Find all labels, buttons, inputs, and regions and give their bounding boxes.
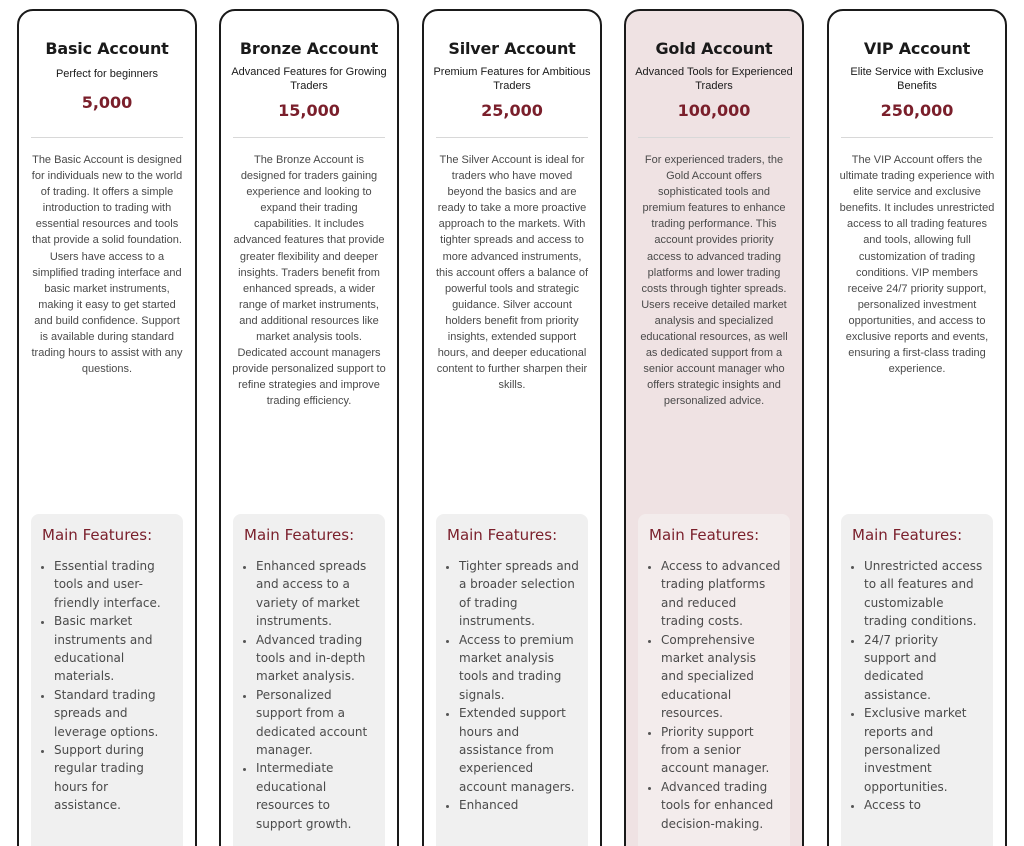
features-panel	[436, 514, 588, 846]
feature-item: • Unrestricted access to all features and customizable trading conditions.	[864, 557, 985, 631]
feature-item: • Comprehensive market analysis and specialized educational resources.	[661, 631, 782, 723]
card-subtitle: Advanced Features for Growing Traders	[231, 66, 387, 92]
features-panel	[841, 514, 993, 846]
card-header	[221, 11, 397, 137]
feature-item: • Access to	[864, 796, 985, 814]
card-subtitle: Premium Features for Ambitious Traders	[433, 66, 591, 92]
card-description: The Basic Account is designed for individuals new to the world of trading. It offers a simple introduction to trading with essential resources and tools that provide a solid foundation. Users have access to a simplified trading interface and basic market instruments, making it easy to get started and build confidence. Support is available during standard trading hours to assist with any questions.	[31, 154, 183, 376]
feature-item: • Support during regular trading hours for assistance.	[54, 741, 175, 815]
feature-item: • 24/7 priority support and dedicated assistance.	[864, 631, 985, 705]
features-panel	[31, 514, 183, 846]
feature-item: • Intermediate educational resources to support growth.	[256, 759, 377, 833]
features-heading: Main Features:	[244, 526, 355, 544]
card-description: The VIP Account offers the ultimate trading experience with elite service and exclusive benefits. It includes unrestricted access to all trading features and tools, allowing full customization of trading conditions. VIP members receive 24/7 priority support, personalized investment opportunities, and access to exclusive reports and events, ensuring a first-class trading experience.	[839, 154, 995, 376]
feature-item: • Tighter spreads and a broader selection of trading instruments.	[459, 557, 580, 631]
card-subtitle: Elite Service with Exclusive Benefits	[850, 66, 984, 92]
feature-item: • Personalized support from a dedicated account manager.	[256, 686, 377, 760]
feature-item: • Access to premium market analysis tools and trading signals.	[459, 631, 580, 705]
divider	[638, 137, 790, 138]
divider	[841, 137, 993, 138]
card-title: Basic Account	[45, 39, 169, 58]
card-description: For experienced traders, the Gold Account offers sophisticated tools and premium features to enhance trading performance. This account provides priority access to advanced trading platforms and lower trading costs through tighter spreads. Users receive detailed market analysis and specialized educational resources, as well as dedicated support from a senior account manager who offers strategic insights and personalized advice.	[640, 154, 788, 408]
card-description: The Silver Account is ideal for traders who have moved beyond the basics and are ready to take a more proactive approach to the markets. With tighter spreads and access to more advanced instruments, this account offers a balance of powerful tools and strategic guidance. Silver account holders benefit from priority insights, extended support hours, and deeper educational content to further sharpen their skills.	[435, 154, 589, 392]
feature-item: • Exclusive market reports and personalized investment opportunities.	[864, 704, 985, 796]
features-list	[31, 557, 183, 815]
card-title: Gold Account	[655, 39, 773, 58]
divider	[31, 137, 183, 138]
feature-item: • Enhanced spreads and access to a variety of market instruments.	[256, 557, 377, 631]
card-basic-account[interactable]	[17, 9, 197, 846]
feature-item: • Access to advanced trading platforms and reduced trading costs.	[661, 557, 782, 631]
features-panel	[638, 514, 790, 846]
card-silver-account[interactable]	[422, 9, 602, 846]
feature-item: • Standard trading spreads and leverage options.	[54, 686, 175, 741]
card-price: 100,000	[677, 101, 751, 120]
card-title: Bronze Account	[239, 39, 379, 58]
card-price: 5,000	[81, 93, 133, 112]
feature-item: • Priority support from a senior account manager.	[661, 723, 782, 778]
feature-item: • Advanced trading tools for enhanced decision-making.	[661, 778, 782, 833]
features-heading: Main Features:	[649, 526, 760, 544]
features-list	[436, 557, 588, 815]
card-header	[19, 11, 195, 137]
features-list	[638, 557, 790, 833]
card-header	[829, 11, 1005, 137]
feature-item: • Advanced trading tools and in-depth market analysis.	[256, 631, 377, 686]
feature-item: • Extended support hours and assistance from experienced account managers.	[459, 704, 580, 796]
feature-item: • Enhanced	[459, 796, 580, 814]
card-price: 25,000	[481, 101, 543, 120]
card-title: VIP Account	[863, 39, 971, 58]
card-price: 250,000	[880, 101, 954, 120]
features-list	[841, 557, 993, 815]
card-title: Silver Account	[448, 39, 576, 58]
card-header	[424, 11, 600, 137]
divider	[436, 137, 588, 138]
card-subtitle: Advanced Tools for Experienced Traders	[635, 66, 793, 92]
card-subtitle: Perfect for beginners	[55, 68, 159, 80]
features-heading: Main Features:	[447, 526, 558, 544]
card-vip-account[interactable]	[827, 9, 1007, 846]
card-price: 15,000	[278, 101, 340, 120]
card-bronze-account[interactable]	[219, 9, 399, 846]
divider	[233, 137, 385, 138]
features-heading: Main Features:	[852, 526, 963, 544]
feature-item: • Basic market instruments and educational materials.	[54, 612, 175, 686]
feature-item: • Essential trading tools and user-friendly interface.	[54, 557, 175, 612]
features-heading: Main Features:	[42, 526, 153, 544]
card-header	[626, 11, 802, 137]
card-description: The Bronze Account is designed for traders gaining experience and looking to expand their trading capabilities. It includes advanced features that provide greater flexibility and deeper insights. Traders benefit from enhanced spreads, a wider range of market instruments, and additional resources like market analysis tools. Dedicated account managers provide personalized support to refine strategies and improve trading efficiency.	[232, 154, 386, 408]
features-panel	[233, 514, 385, 846]
card-gold-account[interactable]	[624, 9, 804, 846]
features-list	[233, 557, 385, 833]
